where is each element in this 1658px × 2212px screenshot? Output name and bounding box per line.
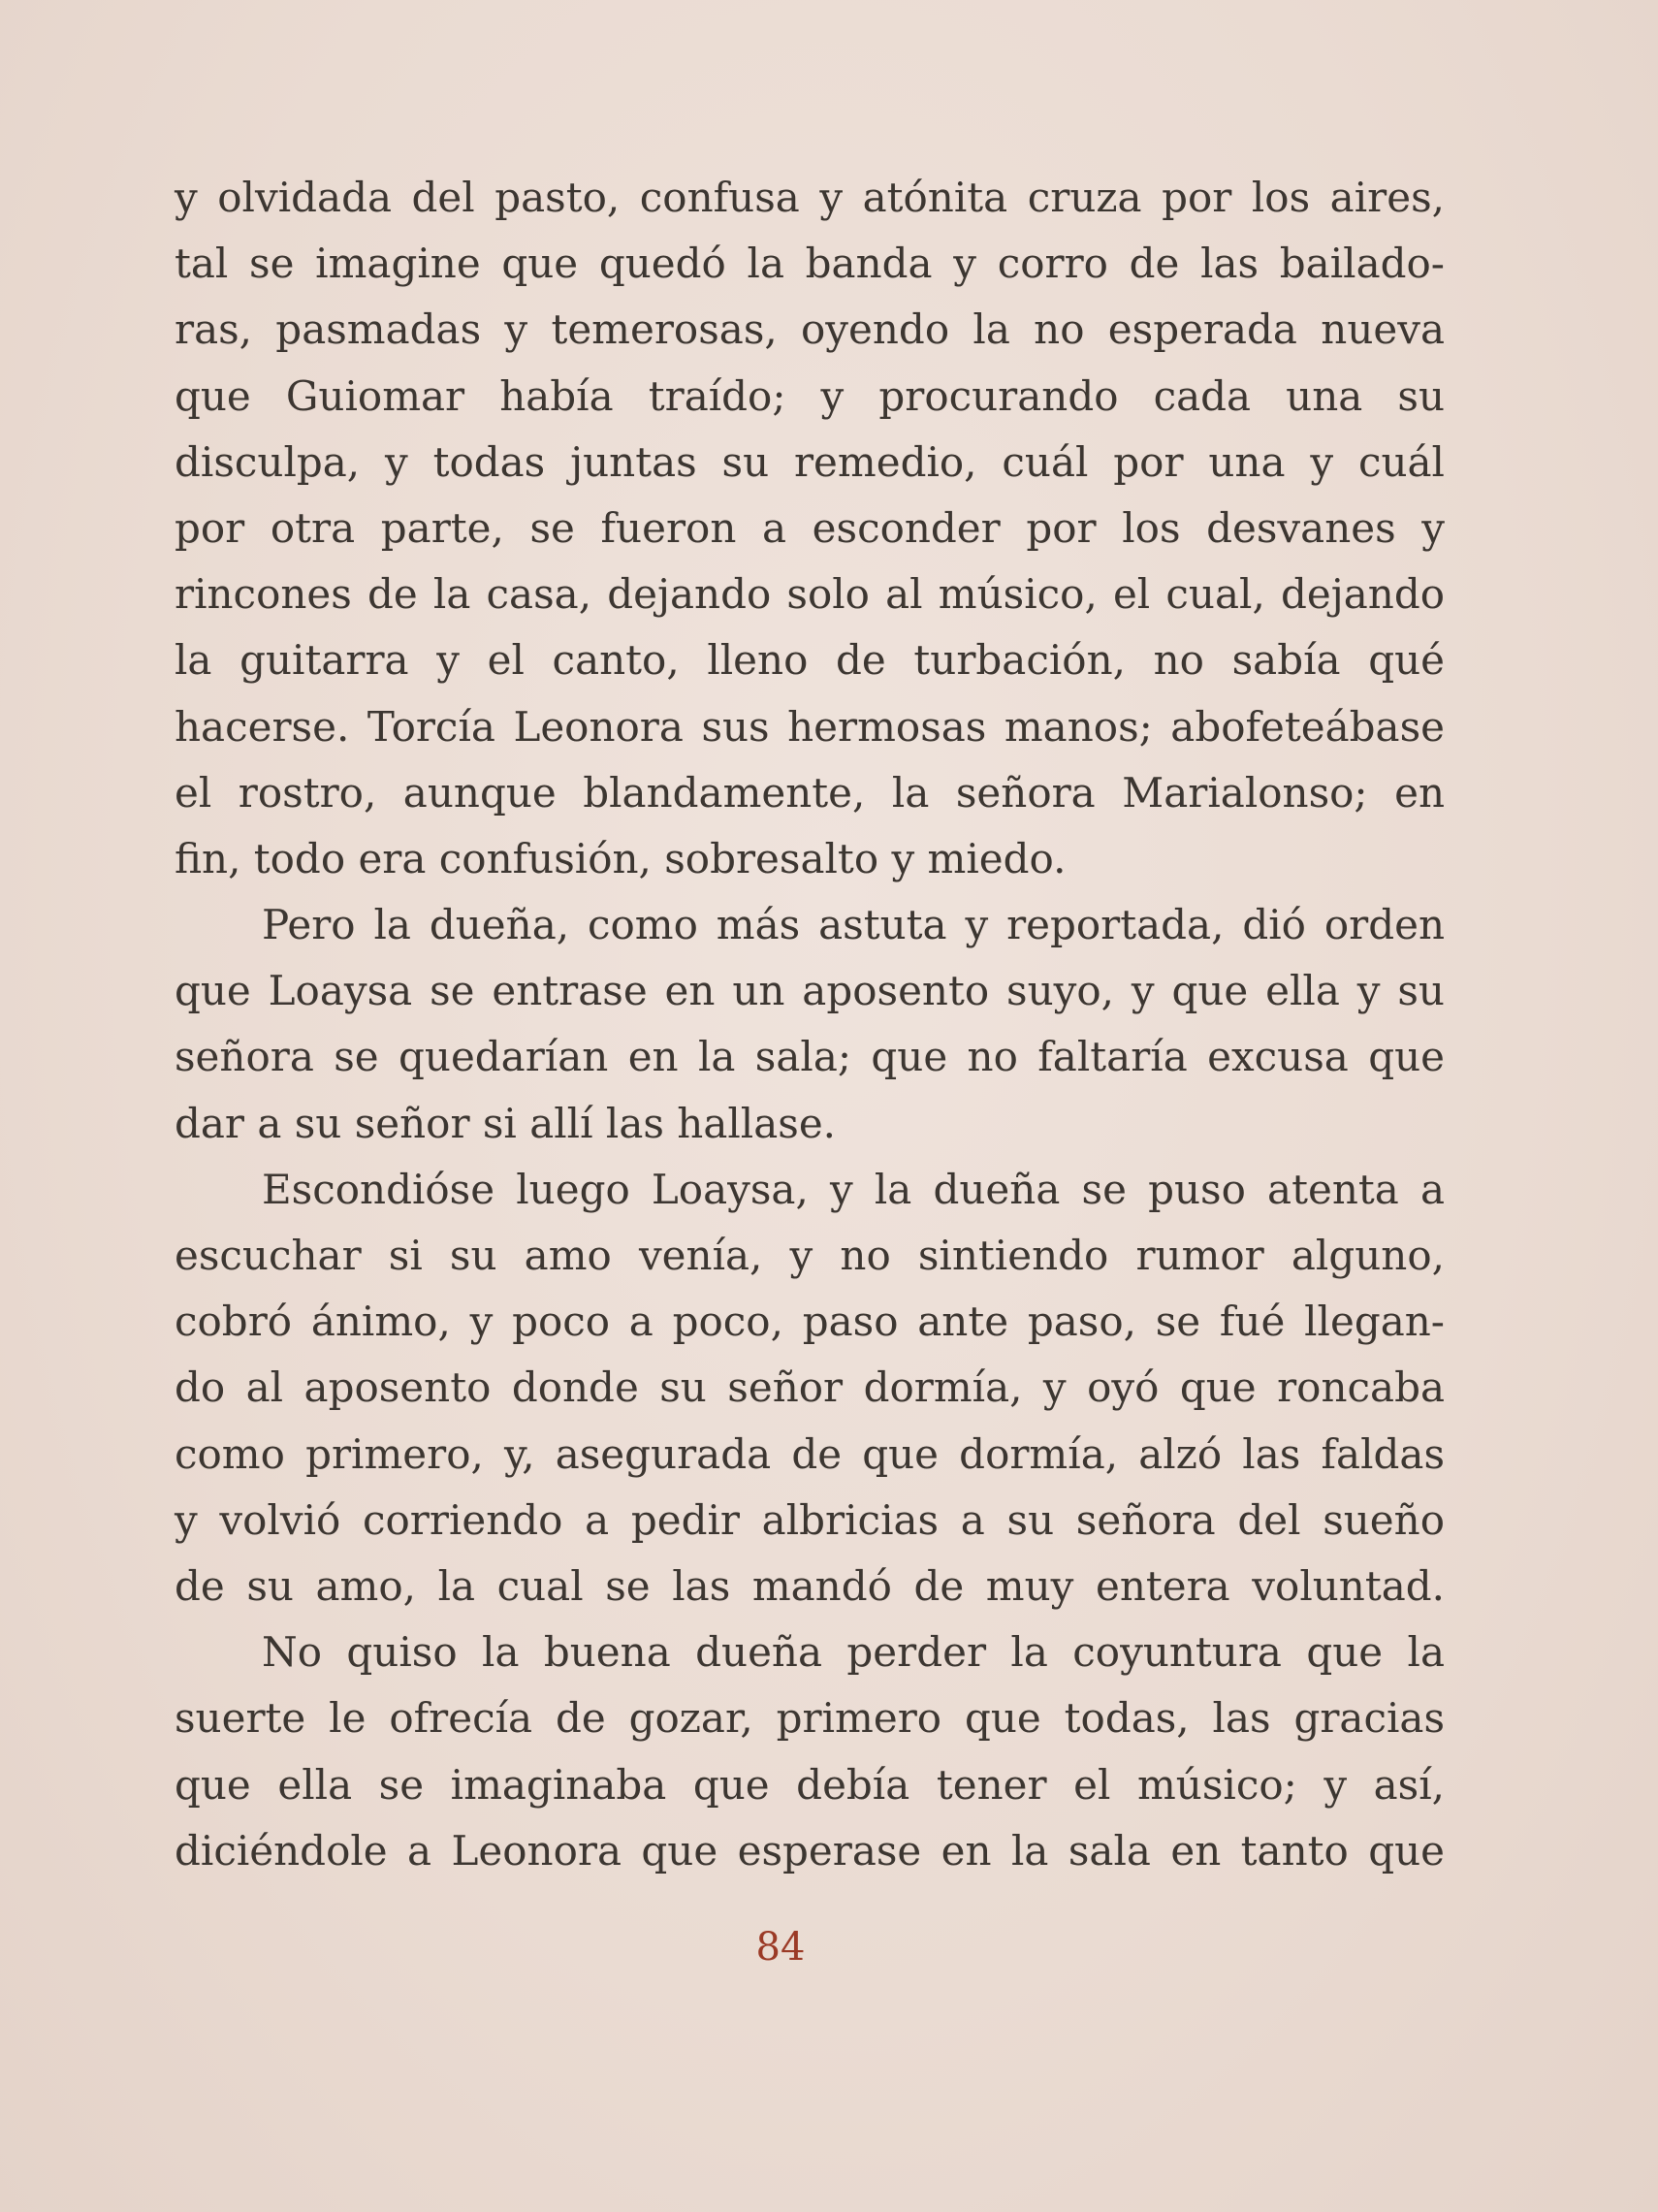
text-line: Pero la dueña, como más astuta y reportada, dió orden [262, 901, 1445, 949]
text-line: No quiso la buena dueña perder la coyuntura que la [262, 1628, 1445, 1677]
paragraph-2 [175, 892, 1445, 1157]
text-line: rincones de la casa, dejando solo al músico, el cual, dejando [175, 570, 1445, 619]
text-line: de su amo, la cual se las mandó de muy entera voluntad. [175, 1561, 1445, 1610]
text-line: señora se quedarían en la sala; que no faltaría excusa que [175, 1033, 1445, 1081]
page-number: 84 [755, 1925, 806, 1970]
text-line: Escondióse luego Loaysa, y la dueña se puso atenta a [262, 1165, 1445, 1213]
text-line: cobró ánimo, y poco a poco, paso ante paso, se fué llegan- [175, 1298, 1445, 1346]
text-line: fin, todo era confusión, sobresalto y miedo. [175, 834, 1067, 882]
text-line: la guitarra y el canto, lleno de turbación, no sabía qué [175, 636, 1445, 685]
body-text [175, 165, 1445, 1884]
paragraph-4 [175, 1619, 1445, 1884]
text-line: que Loaysa se entrase en un aposento suyo, y que ella y su [175, 967, 1445, 1015]
text-line: que ella se imaginaba que debía tener el músico; y así, [175, 1760, 1445, 1809]
text-line: por otra parte, se fueron a esconder por los desvanes y [175, 503, 1445, 552]
text-line: tal se imagine que quedó la banda y corro de las bailado- [175, 240, 1445, 288]
text-line: y volvió corriendo a pedir albricias a su señora del sueño [175, 1495, 1445, 1544]
text-line: y olvidada del pasto, confusa y atónita cruza por los aires, [175, 174, 1445, 221]
text-line: do al aposento donde su señor dormía, y oyó que roncaba [175, 1363, 1445, 1412]
paragraph-1 [175, 165, 1445, 892]
text-line: suerte le ofrecía de gozar, primero que todas, las gracias [175, 1694, 1445, 1743]
text-line: que Guiomar había traído; y procurando cada una su [175, 371, 1445, 420]
text-line: diciéndole a Leonora que esperase en la sala en tanto que [175, 1826, 1445, 1875]
text-line: dar a su señor si allí las hallase. [175, 1099, 837, 1147]
text-line: como primero, y, asegurada de que dormía, alzó las faldas [175, 1429, 1445, 1478]
text-line: el rostro, aunque blandamente, la señora Marialonso; en [175, 768, 1445, 817]
text-line: hacerse. Torcía Leonora sus hermosas manos; abofeteábase [175, 702, 1445, 751]
paragraph-3 [175, 1157, 1445, 1619]
text-line: disculpa, y todas juntas su remedio, cuál por una y cuál [175, 437, 1445, 486]
text-line: ras, pasmadas y temerosas, oyendo la no esperada nueva [175, 305, 1445, 354]
text-line: escuchar si su amo venía, y no sintiendo rumor alguno, [175, 1232, 1445, 1279]
